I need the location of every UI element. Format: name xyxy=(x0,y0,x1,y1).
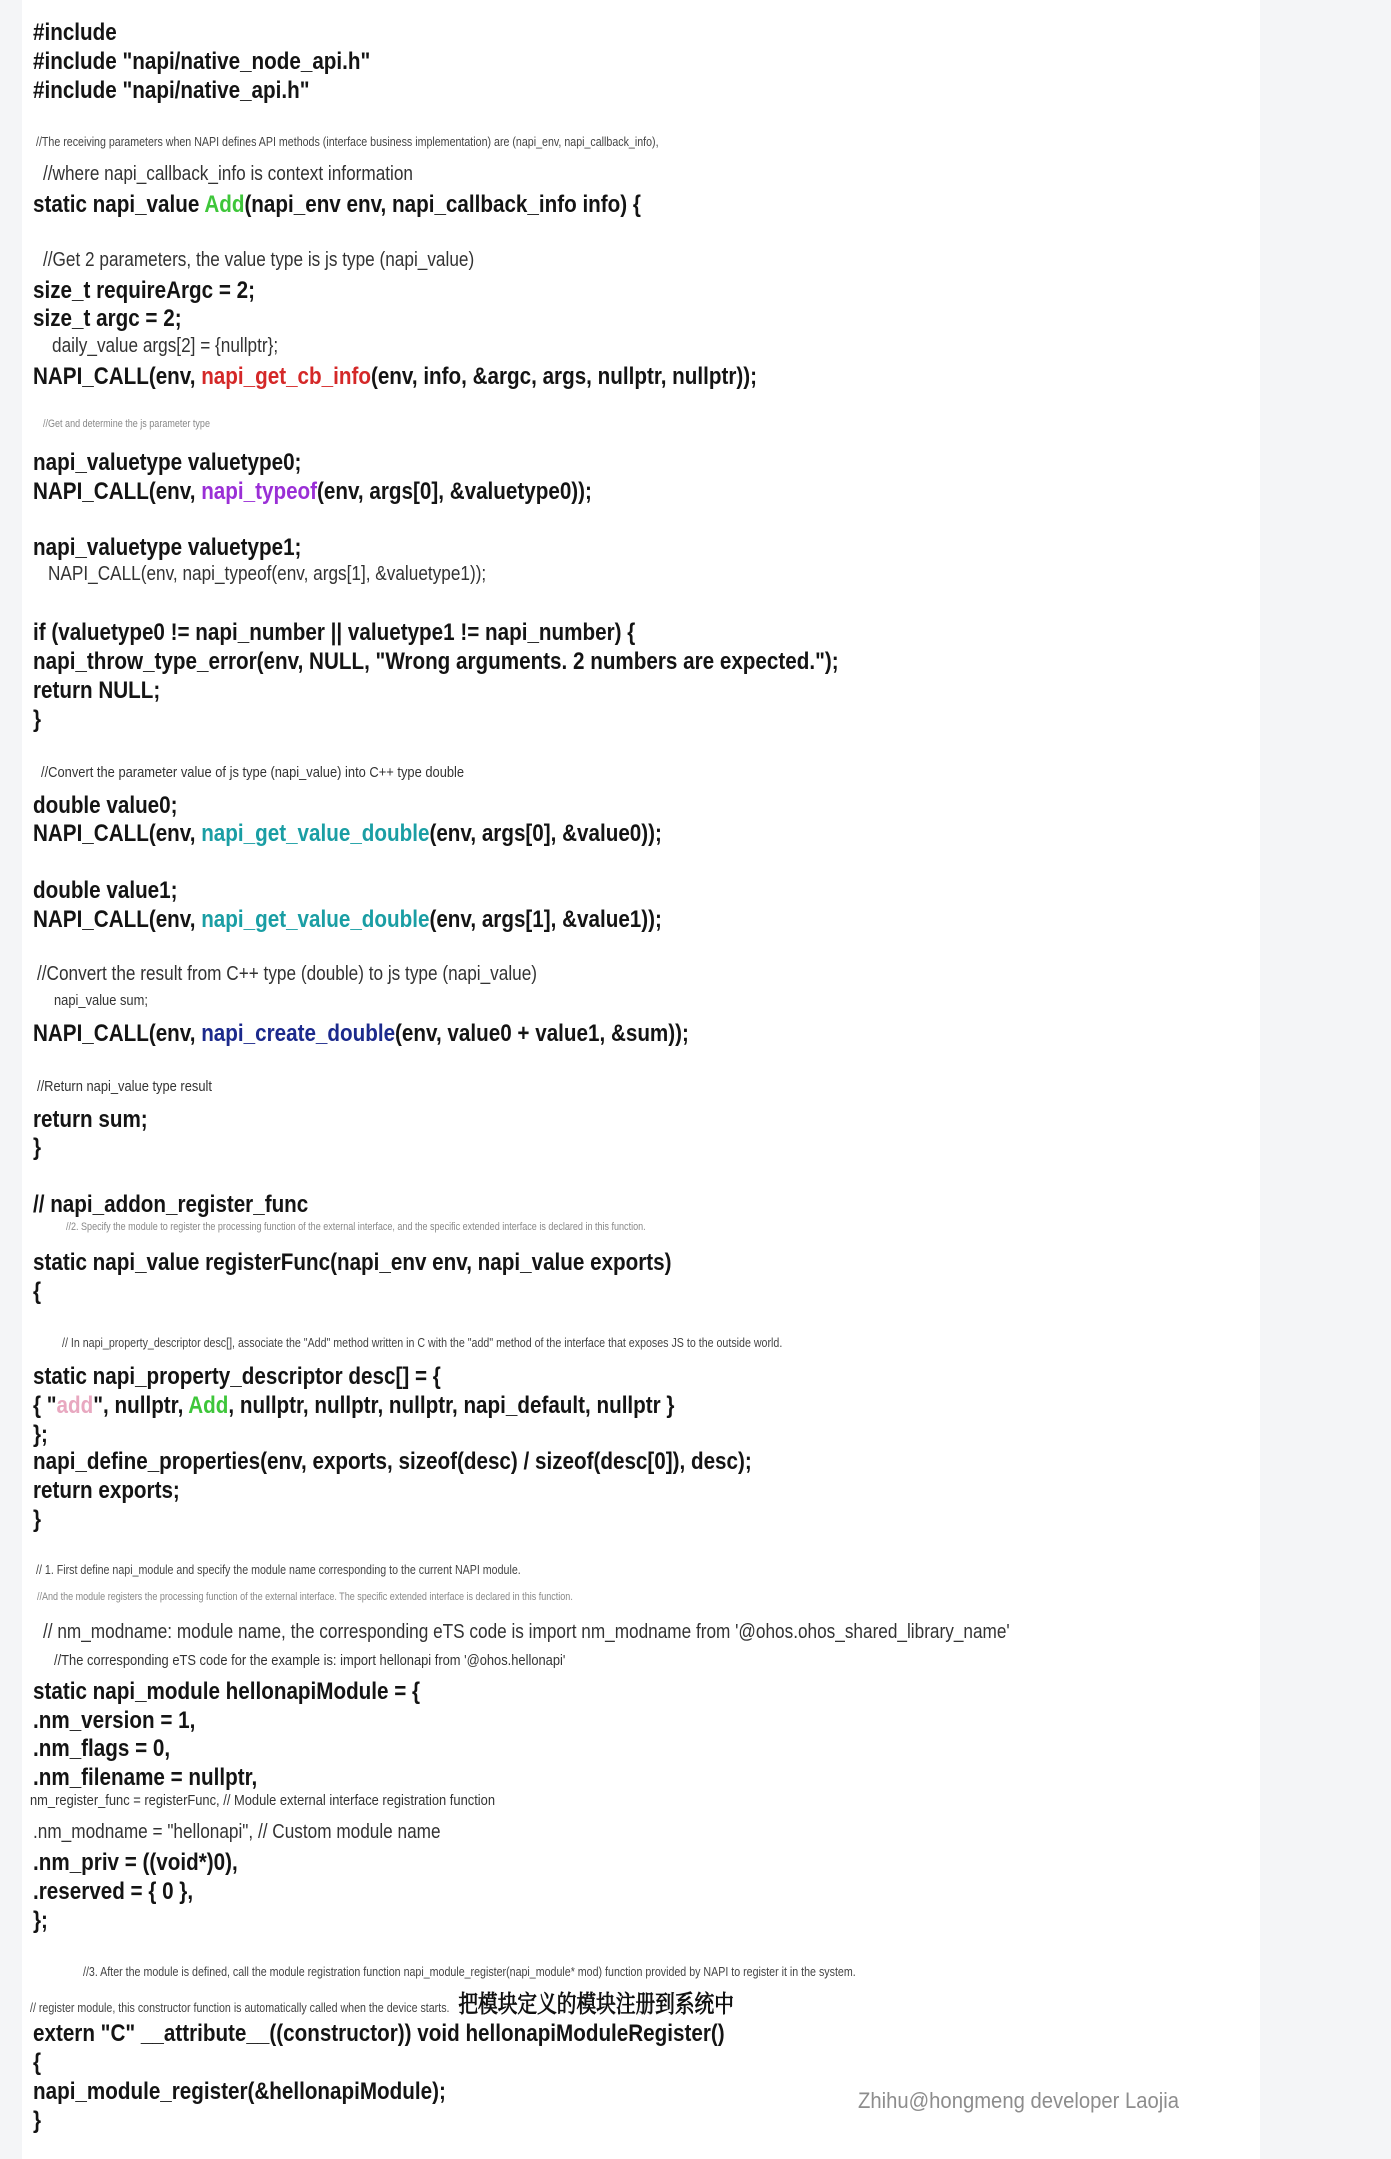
code-line xyxy=(33,448,302,476)
code-line xyxy=(33,1420,48,1448)
comment-line xyxy=(30,1990,735,2018)
watermark: Zhihu@hongmeng developer Laojia xyxy=(858,2088,1179,2113)
code-line xyxy=(33,1877,194,1905)
code-line xyxy=(33,276,256,304)
code-text: //Return napi_value type result xyxy=(37,1077,213,1095)
code-text: } xyxy=(33,2106,42,2134)
code-text: daily_value args[2] = {nullptr}; xyxy=(52,335,279,358)
comment-line xyxy=(36,135,659,148)
code-line xyxy=(33,1136,41,1160)
code-text: //3. After the module is defined, call the module registration function napi_module_register(napi_module* mod) function provided by NAPI to register it in the system. xyxy=(82,1964,856,1980)
code-text: } xyxy=(33,1506,42,1534)
comment-line xyxy=(54,1653,565,1668)
comment-line xyxy=(37,964,537,984)
code-line xyxy=(33,791,178,819)
code-text: //The corresponding eTS code for the example is: import hellonapi from '@ohos.hellonapi' xyxy=(53,1651,566,1669)
code-text: napi_module_register(&hellonapiModule); xyxy=(33,2077,446,2105)
code-line xyxy=(33,536,301,560)
code-text: .nm_flags = 0, xyxy=(33,1734,171,1762)
comment-line xyxy=(43,164,413,184)
comment-line xyxy=(36,1563,521,1576)
code-text: return NULL; xyxy=(33,677,161,705)
code-text: static napi_property_descriptor desc[] = { xyxy=(33,1363,441,1390)
code-text: NAPI_CALL(env, xyxy=(33,820,202,848)
code-line xyxy=(33,2077,446,2105)
comment-line xyxy=(66,1222,646,1233)
code-line xyxy=(33,1906,48,1934)
code-line xyxy=(33,193,641,217)
code-text: .nm_version = 1, xyxy=(33,1707,196,1735)
code-line xyxy=(33,1450,752,1474)
comment-line xyxy=(43,419,210,430)
comment-line xyxy=(37,1592,573,1603)
code-line xyxy=(33,1680,420,1704)
code-text: } xyxy=(33,706,42,734)
code-text: NAPI_CALL(env, xyxy=(33,905,202,933)
comment-line xyxy=(37,1079,212,1094)
code-line xyxy=(33,307,182,331)
code-text: size_t argc = 2; xyxy=(33,305,182,333)
code-text: .reserved = { 0 }, xyxy=(33,1877,194,1905)
code-text: (env, value0 + value1, &sum)); xyxy=(395,1020,689,1048)
code-text: NAPI_CALL(env, xyxy=(33,1020,202,1048)
code-text: // napi_addon_register_func xyxy=(33,1190,309,1218)
highlighted-token: napi_create_double xyxy=(201,1020,396,1048)
code-text: NAPI_CALL(env, napi_typeof(env, args[1], &valuetype1)); xyxy=(48,562,487,585)
code-text: { xyxy=(33,1277,42,1305)
code-text: .nm_filename = nullptr, xyxy=(33,1763,258,1791)
code-text: napi_value sum; xyxy=(53,992,148,1010)
code-line xyxy=(33,1190,309,1218)
comment-line xyxy=(33,1822,441,1842)
code-text: //Convert the parameter value of js type (napi_value) into C++ type double xyxy=(41,763,465,781)
code-text: napi_valuetype valuetype1; xyxy=(33,534,302,562)
code-text: // register module, this constructor function is automatically called when the device starts. xyxy=(30,1999,459,2015)
code-line xyxy=(33,21,117,45)
code-text: double value0; xyxy=(33,791,178,819)
code-text: (env, args[1], &value1)); xyxy=(429,905,662,933)
code-text: // In napi_property_descriptor desc[], associate the "Add" method written in C with the "add" method of the interface that exposes JS to the outside world. xyxy=(61,1335,783,1351)
code-line xyxy=(33,76,310,104)
code-text: return sum; xyxy=(33,1105,148,1133)
code-text: #include "napi/native_api.h" xyxy=(33,76,310,104)
code-text: }; xyxy=(33,1420,48,1448)
code-text: static napi_value xyxy=(33,191,205,219)
code-line xyxy=(33,876,178,904)
highlighted-token: napi_get_value_double xyxy=(201,820,430,848)
code-line xyxy=(33,1763,258,1791)
code-line xyxy=(33,1734,171,1762)
code-text: size_t requireArgc = 2; xyxy=(33,276,256,304)
highlighted-token: Add xyxy=(204,191,245,219)
code-text: //Convert the result from C++ type (double) to js type (napi_value) xyxy=(37,963,538,986)
code-text: }; xyxy=(33,1906,48,1934)
code-line xyxy=(33,1709,195,1733)
code-text: (env, args[0], &value0)); xyxy=(429,820,662,848)
comment-line xyxy=(52,336,278,356)
code-text: napi_throw_type_error(env, NULL, "Wrong arguments. 2 numbers are expected."); xyxy=(33,648,839,676)
code-text: { xyxy=(33,2048,42,2076)
comment-line xyxy=(48,564,486,584)
chinese-annotation: 把模块定义的模块注册到系统中 xyxy=(458,1990,735,2018)
code-text: { " xyxy=(33,1391,57,1419)
code-text: (env, info, &argc, args, nullptr, nullptr)); xyxy=(370,363,758,391)
code-text: //where napi_callback_info is context information xyxy=(42,163,413,186)
comment-line xyxy=(41,765,464,780)
highlighted-token: Add xyxy=(188,1391,229,1419)
code-text: nm_register_func = registerFunc, // Module external interface registration function xyxy=(30,1792,496,1810)
comment-line xyxy=(62,1336,782,1349)
code-text: } xyxy=(33,1134,42,1162)
code-line xyxy=(33,822,662,846)
code-line xyxy=(33,905,662,933)
code-text: //And the module registers the processing function of the external interface. The specific extended interface is declared in this function. xyxy=(37,1591,574,1604)
code-line xyxy=(33,1248,672,1276)
comment-line xyxy=(43,1622,1010,1642)
code-text: NAPI_CALL(env, xyxy=(33,477,202,505)
code-line xyxy=(33,1479,180,1503)
code-line xyxy=(33,2019,725,2047)
code-line xyxy=(33,679,160,703)
code-text: if (valuetype0 != napi_number || valuetype1 != napi_number) { xyxy=(33,619,636,647)
code-line xyxy=(33,477,592,505)
comment-line xyxy=(83,1965,856,1978)
code-document xyxy=(22,0,1260,2159)
highlighted-token: napi_get_value_double xyxy=(201,905,430,933)
code-text: //The receiving parameters when NAPI defines API methods (interface business implementation) are (napi_env, napi_callback_info), xyxy=(35,134,659,150)
code-line xyxy=(33,1105,148,1133)
code-text: (napi_env env, napi_callback_info info) { xyxy=(244,191,641,219)
code-line xyxy=(33,1277,42,1305)
code-text: double value1; xyxy=(33,876,178,904)
code-line xyxy=(33,2106,42,2134)
code-text: napi_valuetype valuetype0; xyxy=(33,448,302,476)
code-text: #include "napi/native_node_api.h" xyxy=(33,47,371,75)
code-line xyxy=(33,650,839,674)
code-text: // 1. First define napi_module and specify the module name corresponding to the current NAPI module. xyxy=(35,1562,521,1578)
code-text: .nm_priv = ((void*)0), xyxy=(33,1849,238,1877)
highlighted-token: napi_typeof xyxy=(201,477,318,505)
code-line xyxy=(33,2048,42,2076)
highlighted-token: napi_get_cb_info xyxy=(201,363,371,391)
code-line xyxy=(33,1022,689,1046)
code-line xyxy=(33,1365,441,1389)
code-text: return exports; xyxy=(33,1477,180,1505)
code-line xyxy=(33,1391,675,1419)
code-line xyxy=(33,708,41,732)
code-line xyxy=(33,365,757,389)
code-line xyxy=(33,621,635,645)
code-line xyxy=(33,47,371,75)
code-text: // nm_modname: module name, the corresponding eTS code is import nm_modname from '@ohos.ohos_shared_library_name' xyxy=(42,1621,1010,1644)
code-text: #include xyxy=(33,19,117,47)
code-text: extern "C" __attribute__((constructor)) void hellonapiModuleRegister() xyxy=(33,2019,725,2047)
code-text: //2. Specify the module to register the processing function of the external interface, and the specific extended interface is declared in this function. xyxy=(66,1220,646,1233)
code-text: ", nullptr, xyxy=(93,1391,189,1419)
highlighted-token: add xyxy=(56,1391,94,1419)
code-text: napi_define_properties(env, exports, sizeof(desc) / sizeof(desc[0]), desc); xyxy=(33,1448,752,1476)
comment-line xyxy=(30,1793,495,1808)
code-text: , nullptr, nullptr, nullptr, napi_default, nullptr } xyxy=(228,1391,675,1419)
comment-line xyxy=(54,993,148,1008)
code-text: .nm_modname = "hellonapi", // Custom module name xyxy=(33,1821,441,1844)
code-text: NAPI_CALL(env, xyxy=(33,363,202,391)
code-line xyxy=(33,1851,238,1875)
code-line xyxy=(33,1508,41,1532)
code-text: (env, args[0], &valuetype0)); xyxy=(317,477,592,505)
code-text: static napi_value registerFunc(napi_env env, napi_value exports) xyxy=(33,1248,672,1276)
code-text: //Get and determine the js parameter type xyxy=(42,418,210,430)
code-text: //Get 2 parameters, the value type is js type (napi_value) xyxy=(42,248,474,271)
comment-line xyxy=(43,250,474,270)
code-text: static napi_module hellonapiModule = { xyxy=(33,1678,421,1706)
